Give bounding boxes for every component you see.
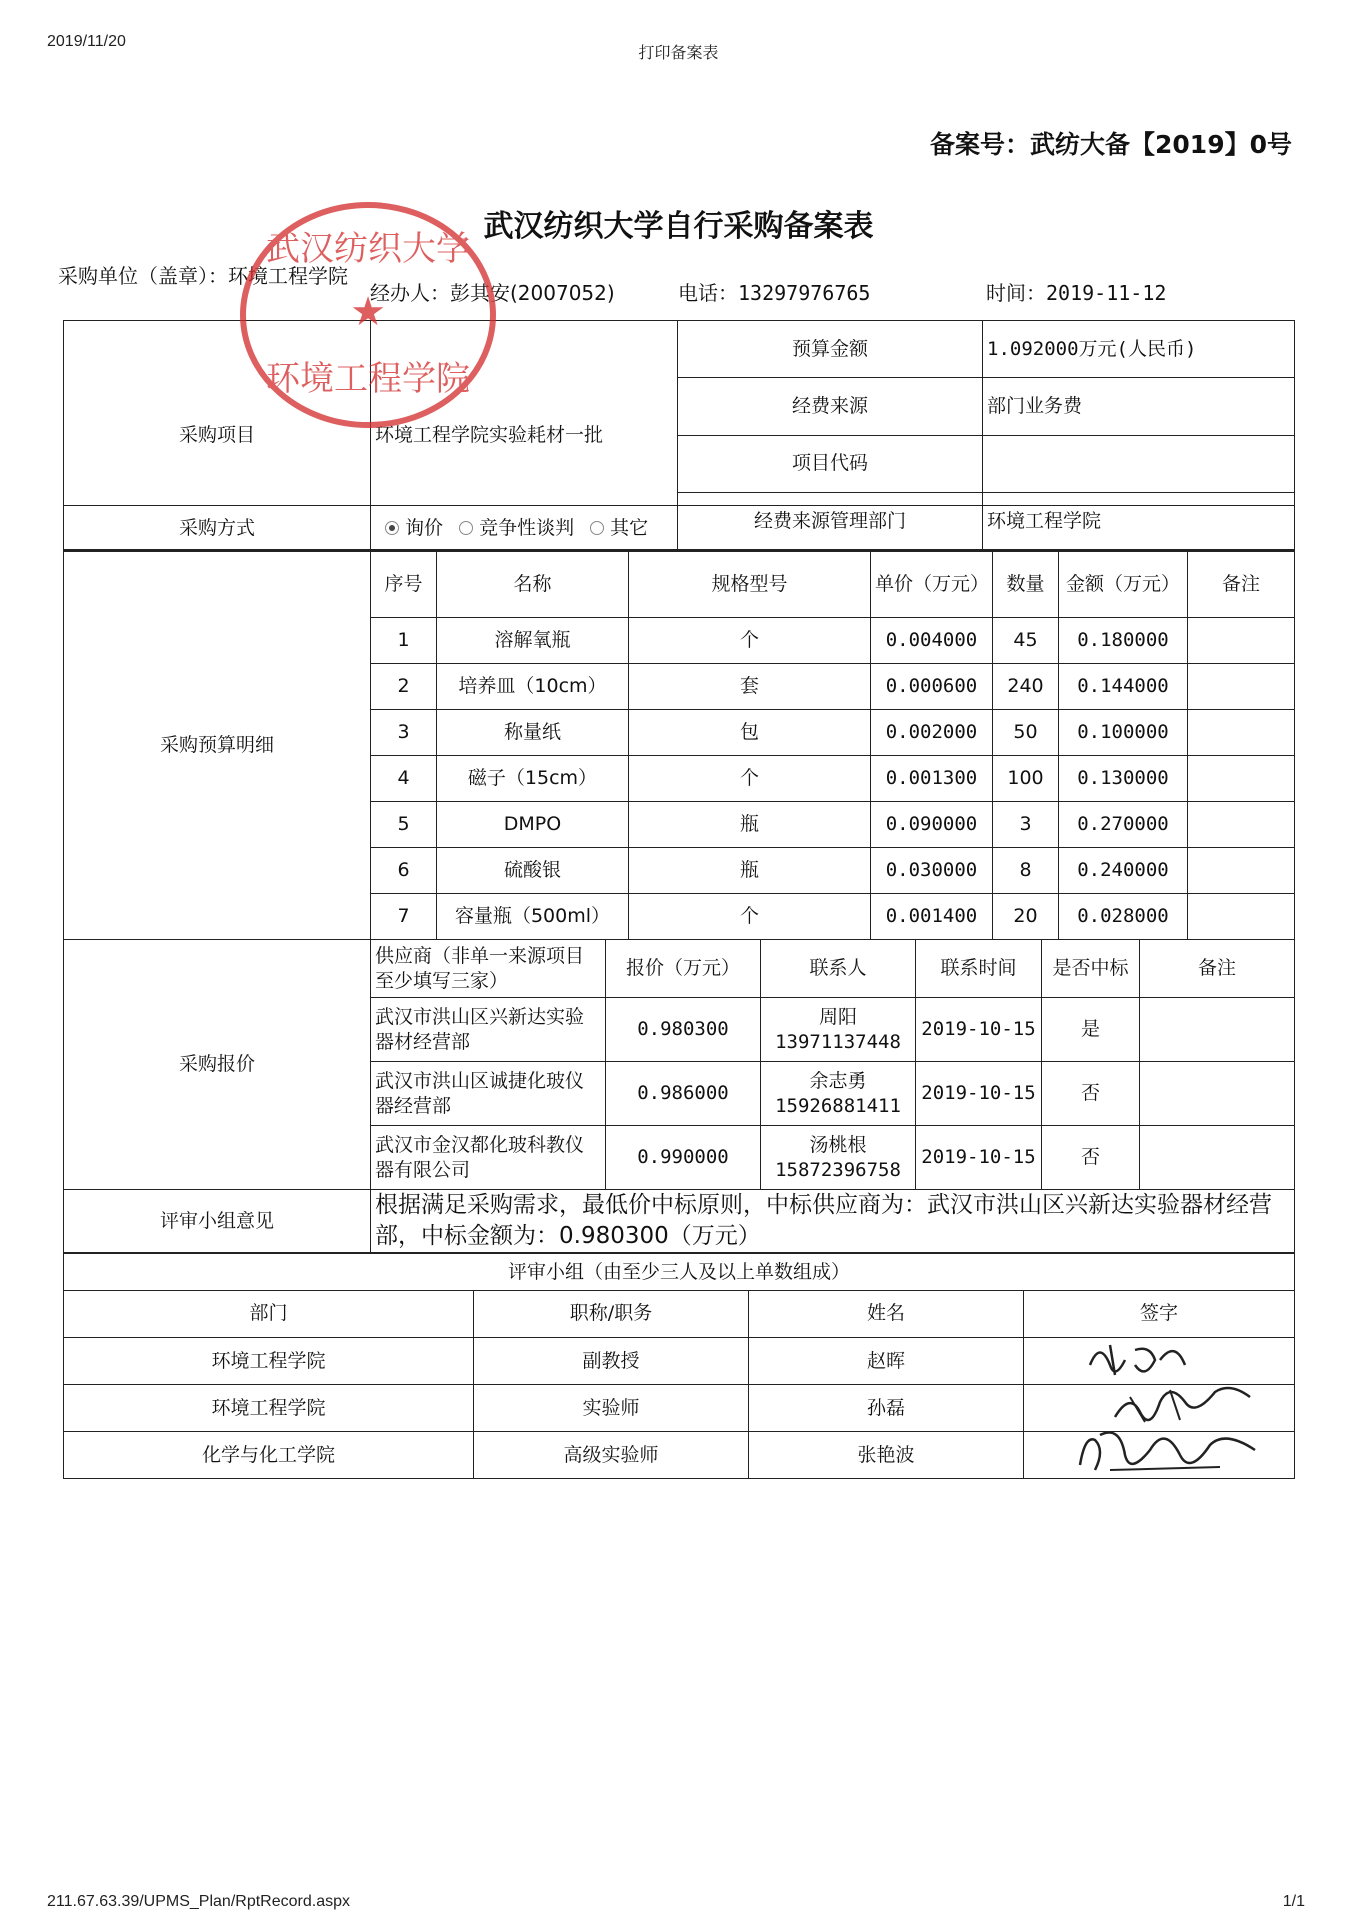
budget-amount-key: 预算金额 — [678, 321, 983, 378]
project-code-key: 项目代码 — [678, 435, 983, 492]
cell-remark — [1188, 848, 1295, 894]
cell-member-name: 赵晖 — [749, 1337, 1024, 1384]
cell-no: 2 — [371, 664, 437, 710]
cell-no: 6 — [371, 848, 437, 894]
cell-name: 溶解氧瓶 — [437, 618, 629, 664]
table-row — [64, 1337, 1295, 1384]
cell-qty: 8 — [993, 848, 1059, 894]
cell-title: 实验师 — [474, 1384, 749, 1431]
cell-no: 1 — [371, 618, 437, 664]
cell-unit-price: 0.002000 — [871, 710, 993, 756]
col-quote-remark: 备注 — [1140, 940, 1295, 998]
cell-no: 3 — [371, 710, 437, 756]
table-row — [64, 1384, 1295, 1431]
cell-qty: 240 — [993, 664, 1059, 710]
cell-name: 容量瓶（500ml） — [437, 894, 629, 940]
cell-signature — [1024, 1337, 1295, 1384]
cell-dept: 环境工程学院 — [64, 1384, 474, 1431]
budget-label: 采购预算明细 — [64, 552, 371, 940]
cell-quote-remark — [1140, 1062, 1295, 1126]
cell-name: 硫酸银 — [437, 848, 629, 894]
cell-unit-price: 0.030000 — [871, 848, 993, 894]
cell-remark — [1188, 802, 1295, 848]
cell-name: 磁子（15cm） — [437, 756, 629, 802]
cell-contact — [761, 998, 916, 1062]
review-opinion: 根据满足采购需求，最低价中标原则，中标供应商为：武汉市洪山区兴新达实验器材经营部，中标金额为：0.980300（万元） — [371, 1190, 1295, 1253]
contact-phone: 13971137448 — [775, 1030, 901, 1053]
option-other: 其它 — [610, 516, 649, 539]
footer-url: 211.67.63.39/UPMS_Plan/RptRecord.aspx — [47, 1893, 350, 1910]
cell-spec: 个 — [629, 894, 871, 940]
col-supplier: 供应商（非单一来源项目至少填写三家） — [371, 940, 606, 998]
quotes-label: 采购报价 — [64, 940, 371, 1190]
panel-title: 评审小组（由至少三人及以上单数组成） — [64, 1254, 1295, 1291]
budget-header-row — [64, 552, 1295, 618]
cell-unit-price: 0.000600 — [871, 664, 993, 710]
col-no: 序号 — [371, 552, 437, 618]
date: 时间：2019-11-12 — [986, 281, 1167, 305]
cell-winner: 是 — [1042, 998, 1140, 1062]
cell-quote: 0.980300 — [606, 998, 761, 1062]
project-label: 采购项目 — [64, 321, 371, 550]
print-date: 2019/11/20 — [47, 33, 126, 50]
cell-signature — [1024, 1431, 1295, 1478]
budget-table — [63, 551, 1295, 940]
print-page-title: 打印备案表 — [638, 45, 719, 62]
quotes-header-row — [64, 940, 1295, 998]
cell-spec: 个 — [629, 756, 871, 802]
cell-quote: 0.986000 — [606, 1062, 761, 1126]
method-label: 采购方式 — [64, 506, 371, 551]
cell-quote-remark — [1140, 998, 1295, 1062]
cell-unit-price: 0.001400 — [871, 894, 993, 940]
radio-inquiry[interactable] — [385, 521, 399, 535]
contact-phone: 15926881411 — [775, 1094, 901, 1117]
cell-qty: 45 — [993, 618, 1059, 664]
cell-quote: 0.990000 — [606, 1126, 761, 1190]
cell-no: 5 — [371, 802, 437, 848]
cell-supplier: 武汉市洪山区兴新达实验器材经营部 — [371, 998, 606, 1062]
review-label: 评审小组意见 — [64, 1190, 371, 1253]
cell-no: 4 — [371, 756, 437, 802]
seal-star: ★ — [350, 289, 386, 335]
col-contact-time: 联系时间 — [916, 940, 1042, 998]
contact-name: 余志勇 — [809, 1069, 867, 1092]
cell-title: 高级实验师 — [474, 1431, 749, 1478]
col-spec: 规格型号 — [629, 552, 871, 618]
cell-name: 培养皿（10cm） — [437, 664, 629, 710]
cell-spec: 个 — [629, 618, 871, 664]
option-inquiry: 询价 — [405, 516, 444, 539]
cell-remark — [1188, 710, 1295, 756]
cell-remark — [1188, 618, 1295, 664]
project-name: 环境工程学院实验耗材一批 — [371, 321, 678, 550]
panel-header-row — [64, 1290, 1295, 1337]
form-title: 武汉纺织大学自行采购备案表 — [483, 209, 874, 244]
col-amount: 金额（万元） — [1059, 552, 1188, 618]
cell-dept: 环境工程学院 — [64, 1337, 474, 1384]
cell-title: 副教授 — [474, 1337, 749, 1384]
purchasing-unit: 采购单位（盖章）：环境工程学院 — [58, 264, 348, 288]
col-contact: 联系人 — [761, 940, 916, 998]
cell-spec: 瓶 — [629, 848, 871, 894]
method-options — [371, 506, 1295, 551]
cell-unit-price: 0.001300 — [871, 756, 993, 802]
seal-text-bottom: 环境工程学院 — [266, 359, 470, 399]
cell-contact-time: 2019-10-15 — [916, 1126, 1042, 1190]
method-table — [63, 505, 1295, 551]
seal-text-top: 武汉纺织大学 — [266, 229, 470, 269]
col-quote: 报价（万元） — [606, 940, 761, 998]
fund-source-key: 经费来源 — [678, 378, 983, 435]
cell-winner: 否 — [1042, 1126, 1140, 1190]
cell-name: DMPO — [437, 802, 629, 848]
phone: 电话：13297976765 — [678, 281, 871, 305]
cell-spec: 瓶 — [629, 802, 871, 848]
col-winner: 是否中标 — [1042, 940, 1140, 998]
col-dept: 部门 — [64, 1290, 474, 1337]
fund-dept-key: 经费来源管理部门 — [678, 492, 983, 549]
cell-member-name: 孙磊 — [749, 1384, 1024, 1431]
cell-name: 称量纸 — [437, 710, 629, 756]
cell-amount: 0.028000 — [1059, 894, 1188, 940]
cell-unit-price: 0.004000 — [871, 618, 993, 664]
cell-signature — [1024, 1384, 1295, 1431]
cell-unit-price: 0.090000 — [871, 802, 993, 848]
cell-contact-time: 2019-10-15 — [916, 998, 1042, 1062]
cell-supplier: 武汉市金汉都化玻科教仪器有限公司 — [371, 1126, 606, 1190]
cell-remark — [1188, 664, 1295, 710]
review-panel-table — [63, 1253, 1295, 1479]
cell-dept: 化学与化工学院 — [64, 1431, 474, 1478]
cell-remark — [1188, 894, 1295, 940]
cell-qty: 3 — [993, 802, 1059, 848]
project-code-value — [983, 435, 1295, 492]
cell-amount: 0.144000 — [1059, 664, 1188, 710]
cell-contact-time: 2019-10-15 — [916, 1062, 1042, 1126]
contact-name: 汤桃根 — [809, 1133, 867, 1156]
cell-qty: 50 — [993, 710, 1059, 756]
col-name: 名称 — [437, 552, 629, 618]
col-qty: 数量 — [993, 552, 1059, 618]
radio-negotiation[interactable] — [459, 521, 473, 535]
cell-spec: 套 — [629, 664, 871, 710]
fund-dept-value: 环境工程学院 — [983, 492, 1295, 549]
contact-phone: 15872396758 — [775, 1158, 901, 1181]
review-opinion-table — [63, 1189, 1295, 1253]
col-title: 职称/职务 — [474, 1290, 749, 1337]
quotes-table — [63, 939, 1295, 1190]
cell-quote-remark — [1140, 1126, 1295, 1190]
table-row — [64, 1431, 1295, 1478]
budget-amount-value: 1.092000万元(人民币) — [983, 321, 1295, 378]
contact-name: 周阳 — [818, 1005, 857, 1028]
cell-spec: 包 — [629, 710, 871, 756]
col-remark: 备注 — [1188, 552, 1295, 618]
cell-qty: 100 — [993, 756, 1059, 802]
footer-page: 1/1 — [1282, 1893, 1305, 1910]
cell-amount: 0.130000 — [1059, 756, 1188, 802]
handler: 经办人：彭其安(2007052) — [370, 281, 615, 305]
cell-qty: 20 — [993, 894, 1059, 940]
cell-amount: 0.240000 — [1059, 848, 1188, 894]
fund-source-value: 部门业务费 — [983, 378, 1295, 435]
cell-no: 7 — [371, 894, 437, 940]
cell-amount: 0.100000 — [1059, 710, 1188, 756]
cell-supplier: 武汉市洪山区诚捷化玻仪器经营部 — [371, 1062, 606, 1126]
cell-amount: 0.270000 — [1059, 802, 1188, 848]
radio-other[interactable] — [590, 521, 604, 535]
cell-contact — [761, 1062, 916, 1126]
case-number: 备案号：武纺大备【2019】0号 — [930, 130, 1292, 159]
col-unit-price: 单价（万元） — [871, 552, 993, 618]
option-negotiation: 竞争性谈判 — [479, 516, 575, 539]
cell-contact — [761, 1126, 916, 1190]
col-signature: 签字 — [1024, 1290, 1295, 1337]
cell-remark — [1188, 756, 1295, 802]
col-member-name: 姓名 — [749, 1290, 1024, 1337]
cell-winner: 否 — [1042, 1062, 1140, 1126]
cell-member-name: 张艳波 — [749, 1431, 1024, 1478]
cell-amount: 0.180000 — [1059, 618, 1188, 664]
